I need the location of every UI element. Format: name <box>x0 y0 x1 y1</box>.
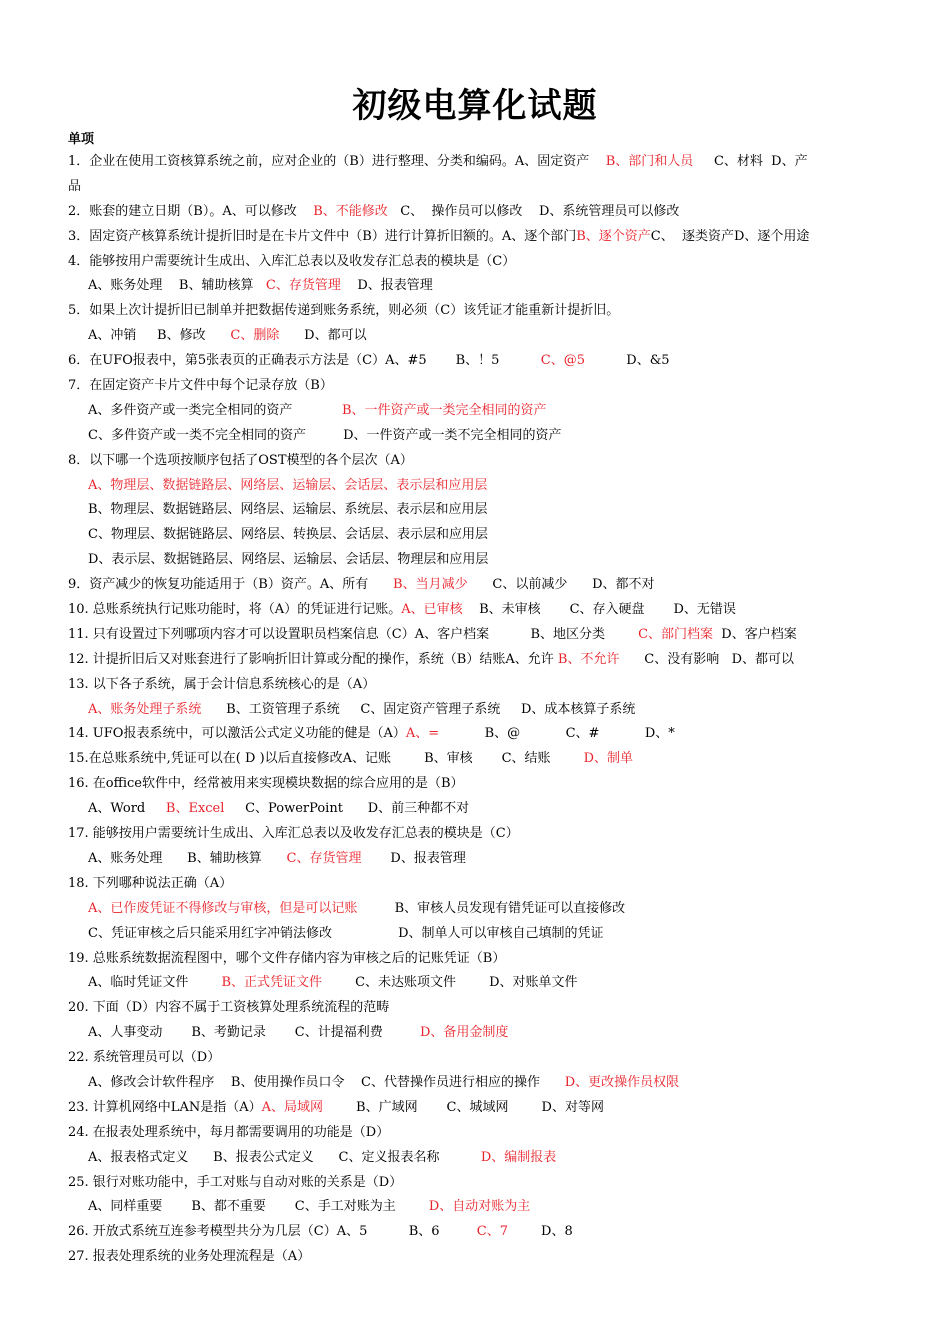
line-text: D、客户档案 <box>713 626 797 642</box>
question-line <box>68 1046 888 1071</box>
section-heading: 单项 <box>68 132 95 147</box>
line-text: A、账务处理 B、辅助核算 <box>88 850 287 866</box>
option-line <box>68 971 888 996</box>
option-line <box>68 698 888 723</box>
question-line <box>68 947 888 972</box>
line-text: 12. 计提折旧后又对账套进行了影响折旧计算或分配的操作，系统（B）结账A、允许 <box>68 651 558 667</box>
line-text: C、材料 D、产 <box>693 154 808 169</box>
option-line <box>68 424 888 449</box>
line-text: C、以前减少 D、都不对 <box>467 577 655 593</box>
question-line <box>68 772 888 797</box>
answer-text: D、备用金制度 <box>419 1025 509 1041</box>
line-text: A、临时凭证文件 <box>88 975 222 991</box>
line-text: B、审核人员发现有错凭证可以直接修改 <box>357 900 626 916</box>
line-text: C、PowerPoint D、前三种都不对 <box>224 801 470 817</box>
line-text: D、表示层、数据链路层、网络层、运输层、会话层、物理层和应用层 <box>88 552 489 568</box>
answer-text: D、自动对账为主 <box>428 1199 531 1215</box>
line-text: 13. 以下各子系统，属于会计信息系统核心的是（A） <box>68 676 376 692</box>
line-text: A、冲销 B、修改 <box>88 328 231 344</box>
line-text: 15.在总账系统中,凭证可以在( D )以后直接修改A、记账 B、审核 C、结账 <box>68 751 584 767</box>
answer-text: C、7 <box>476 1224 508 1240</box>
answer-text: C、存货管理 <box>286 850 362 866</box>
answer-text: C、@5 <box>540 353 585 369</box>
answer-text: A、= <box>405 726 440 742</box>
line-text: B、@ C、# D、* <box>439 726 675 742</box>
question-line <box>68 299 888 324</box>
question-line <box>68 872 888 897</box>
question-line <box>68 598 888 623</box>
option-line <box>68 324 888 349</box>
question-line <box>68 349 888 374</box>
answer-text: B、不能修改 <box>304 203 388 219</box>
option-line <box>68 1195 888 1220</box>
question-line <box>68 1121 888 1146</box>
question-line <box>68 673 888 698</box>
line-text: A、账务处理 B、辅助核算 <box>88 278 266 294</box>
line-text: D、都可以 <box>279 328 367 344</box>
answer-text: B、不允许 <box>557 651 620 667</box>
line-text: 25. 银行对账功能中，手工对账与自动对账的关系是（D） <box>68 1174 403 1190</box>
option-line <box>68 1071 888 1096</box>
line-text: 5．如果上次计提折旧已制单并把数据传递到账务系统，则必须（C）该凭证才能重新计提折旧。 <box>68 303 620 319</box>
line-text: 9．资产减少的恢复功能适用于（B）资产。A、所有 <box>68 577 394 593</box>
line-text: 22. 系统管理员可以（D） <box>68 1050 221 1066</box>
line-text: C、多件资产或一类不完全相同的资产 D、一件资产或一类不完全相同的资产 <box>88 427 562 443</box>
option-line <box>68 498 888 523</box>
line-text: 16. 在office软件中，经常被用来实现模块数据的综合应用的是（B） <box>68 776 464 792</box>
page-title: 初级电算化试题 <box>352 86 598 126</box>
answer-text: B、当月减少 <box>393 577 468 593</box>
question-line <box>68 374 888 399</box>
answer-text: A、已审核 <box>401 602 463 618</box>
option-line <box>68 523 888 548</box>
line-text: A、多件资产或一类完全相同的资产 <box>88 402 342 418</box>
line-text: C、未达账项文件 D、对账单文件 <box>322 975 578 991</box>
line-text: C、没有影响 D、都可以 <box>619 651 795 667</box>
line-text: B、广域网 C、城域网 D、对等网 <box>322 1099 604 1115</box>
line-text: 3．固定资产核算系统计提折旧时是在卡片文件中（B）进行计算折旧额的。A、逐个部门 <box>68 228 577 244</box>
line-text: 6．在UFO报表中，第5张表页的正确表示方法是（C）A、#5 B、！5 <box>68 353 541 369</box>
question-line <box>68 648 888 673</box>
line-text: D、&5 <box>584 353 670 369</box>
question-line <box>68 449 888 474</box>
option-line <box>68 847 888 872</box>
line-text: 品 <box>68 178 82 194</box>
line-text: 27. 报表处理系统的业务处理流程是（A） <box>68 1249 311 1265</box>
line-text: C、 操作员可以修改 D、系统管理员可以修改 <box>387 203 680 219</box>
answer-text: D、更改操作员权限 <box>564 1074 680 1090</box>
question-line <box>68 150 888 175</box>
line-text: 14. UFO报表系统中，可以激活公式定义功能的健是（A） <box>68 726 406 742</box>
line-text: 19. 总账系统数据流程图中，哪个文件存储内容为审核之后的记账凭证（B） <box>68 950 506 966</box>
line-text: 10. 总账系统执行记账功能时，将（A）的凭证进行记账。 <box>68 602 402 618</box>
question-line <box>68 1171 888 1196</box>
question-line <box>68 200 888 225</box>
line-text: 7．在固定资产卡片文件中每个记录存放（B） <box>68 378 333 394</box>
answer-text: B、部门和人员 <box>593 154 694 169</box>
answer-text: D、制单 <box>583 751 634 767</box>
answer-text: B、正式凭证文件 <box>221 975 323 991</box>
line-text: A、修改会计软件程序 B、使用操作员口令 C、代替操作员进行相应的操作 <box>88 1074 565 1090</box>
answer-text: C、存货管理 <box>265 278 341 294</box>
line-text: 11. 只有设置过下列哪项内容才可以设置职员档案信息（C）A、客户档案 B、地区分类 <box>68 626 639 642</box>
question-line <box>68 747 888 772</box>
line-text: 17. 能够按用户需要统计生成出、入库汇总表以及收发存汇总表的模块是（C） <box>68 826 519 842</box>
answer-text: B、Excel <box>165 801 225 817</box>
question-line <box>68 573 888 598</box>
question-line <box>68 822 888 847</box>
line-text: 4．能够按用户需要统计生成出、入库汇总表以及收发存汇总表的模块是（C） <box>68 253 516 269</box>
option-line <box>68 274 888 299</box>
line-text: 8．以下哪一个选项按顺序包括了OST模型的各个层次（A） <box>68 452 413 468</box>
question-line <box>68 225 888 250</box>
question-line <box>68 996 888 1021</box>
question-line <box>68 623 888 648</box>
line-text: 2．账套的建立日期（B）。A、可以修改 <box>68 203 305 219</box>
line-text: 23. 计算机网络中LAN是指（A） <box>68 1099 262 1115</box>
question-line <box>68 1220 888 1245</box>
answer-text: A、账务处理子系统 <box>88 701 202 717</box>
option-line <box>68 897 888 922</box>
line-text: C、物理层、数据链路层、网络层、转换层、会话层、表示层和应用层 <box>88 527 488 543</box>
answer-text: C、删除 <box>230 328 280 344</box>
line-text: 1．企业在使用工资核算系统之前，应对企业的（B）进行整理、分类和编码。A、固定资产 <box>68 154 594 169</box>
question-line <box>68 722 888 747</box>
line-text: 24. 在报表处理系统中，每月都需要调用的功能是（D） <box>68 1124 390 1140</box>
question-list <box>68 150 888 1270</box>
line-text: 26. 开放式系统互连参考模型共分为几层（C）A、5 B、6 <box>68 1224 477 1240</box>
line-text: A、同样重要 B、都不重要 C、手工对账为主 <box>88 1199 429 1215</box>
answer-text: A、已作废凭证不得修改与审核，但是可以记账 <box>88 900 358 916</box>
question-line <box>68 1245 888 1270</box>
answer-text: C、部门档案 <box>638 626 714 642</box>
line-text: D、8 <box>507 1224 573 1240</box>
answer-text: A、物理层、数据链路层、网络层、运输层、会话层、表示层和应用层 <box>88 477 488 493</box>
line-text: A、人事变动 B、考勤记录 C、计提福利费 <box>88 1025 420 1041</box>
answer-text: A、局域网 <box>261 1099 323 1115</box>
question-line <box>68 175 888 200</box>
answer-text: D、编制报表 <box>480 1149 557 1165</box>
line-text: C、 逐类资产D、逐个用途 <box>650 228 810 244</box>
line-text: A、报表格式定义 B、报表公式定义 C、定义报表名称 <box>88 1149 481 1165</box>
question-line <box>68 250 888 275</box>
option-line <box>68 474 888 499</box>
question-line <box>68 1096 888 1121</box>
line-text: B、物理层、数据链路层、网络层、运输层、系统层、表示层和应用层 <box>88 502 488 518</box>
option-line <box>68 399 888 424</box>
answer-text: B、一件资产或一类完全相同的资产 <box>341 402 547 418</box>
option-line <box>68 797 888 822</box>
line-text: D、报表管理 <box>340 278 433 294</box>
line-text: D、报表管理 <box>361 850 466 866</box>
option-line <box>68 548 888 573</box>
option-line <box>68 1146 888 1171</box>
answer-text: B、逐个资产 <box>576 228 651 244</box>
option-line <box>68 922 888 947</box>
line-text: B、未审核 C、存入硬盘 D、无错误 <box>462 602 736 618</box>
option-line <box>68 1021 888 1046</box>
line-text: B、工资管理子系统 C、固定资产管理子系统 D、成本核算子系统 <box>201 701 636 717</box>
line-text: A、Word <box>88 801 166 817</box>
line-text: C、凭证审核之后只能采用红字冲销法修改 D、制单人可以审核自己填制的凭证 <box>88 925 604 941</box>
line-text: 20. 下面（D）内容不属于工资核算处理系统流程的范畴 <box>68 1000 390 1016</box>
line-text: 18. 下列哪种说法正确（A） <box>68 875 233 891</box>
